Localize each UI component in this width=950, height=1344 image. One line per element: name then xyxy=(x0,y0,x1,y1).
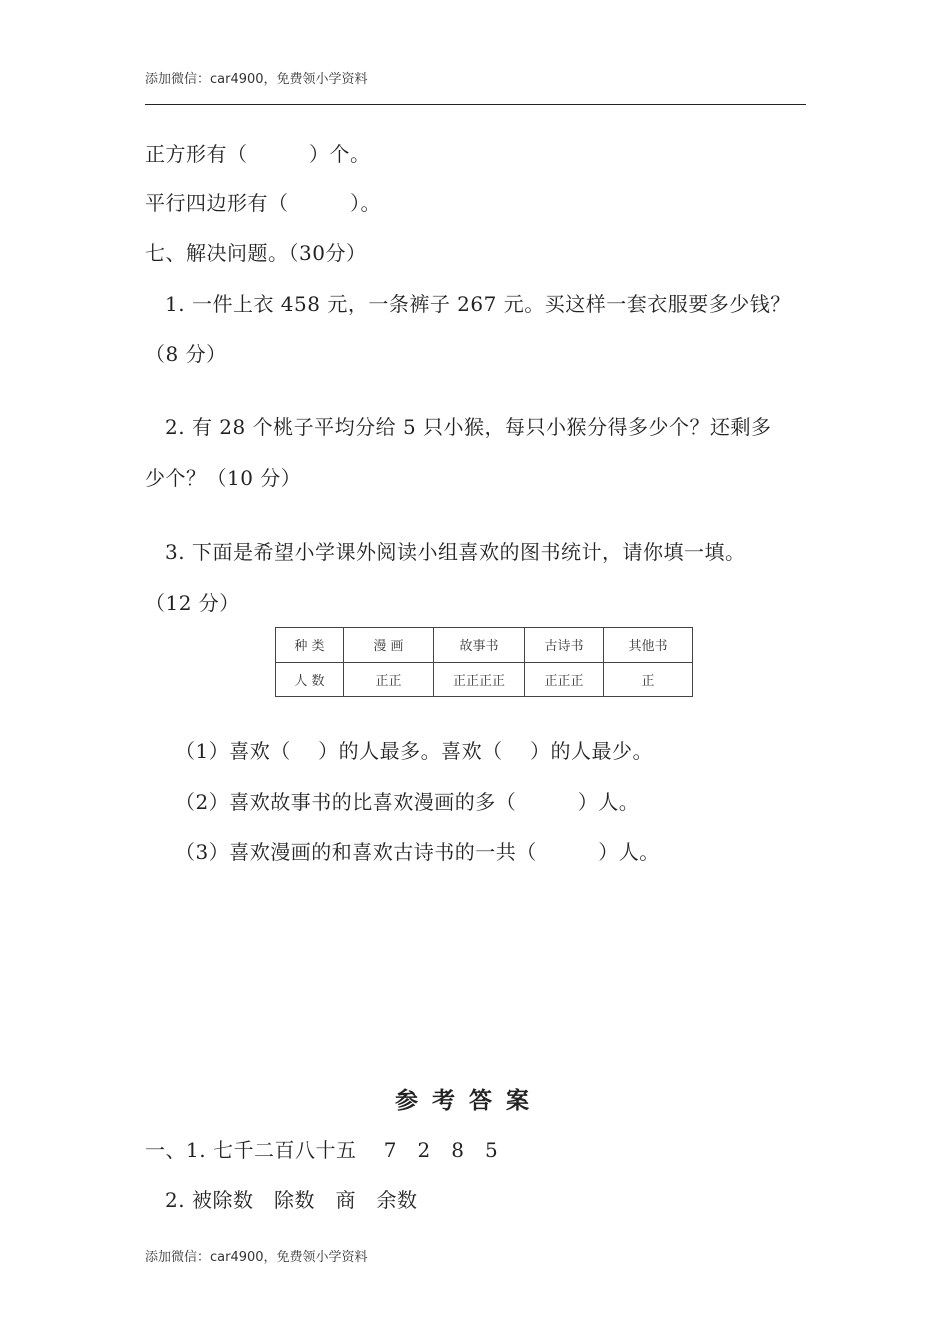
table-cell: 人 数 xyxy=(276,662,344,697)
question-3-text: 3. 下面是希望小学课外阅读小组喜欢的图书统计，请你填一填。 xyxy=(165,540,746,564)
table-header-cell: 种 类 xyxy=(276,628,344,663)
page-footer: 添加微信：car4900，免费领小学资料 xyxy=(145,1250,368,1265)
answer-1: 一、1. 七千二百八十五 7 2 8 5 xyxy=(145,1138,499,1162)
answers-title: 参考答案 xyxy=(395,1088,543,1114)
header-rule xyxy=(145,104,806,105)
table-header-cell: 故事书 xyxy=(434,628,525,663)
table-cell: 正正正 xyxy=(525,662,604,697)
parallelogram-count-line: 平行四边形有（ ）。 xyxy=(145,191,381,215)
question-3-points: （12 分） xyxy=(145,591,240,615)
table-cell: 正 xyxy=(604,662,693,697)
question-1-points: （8 分） xyxy=(145,342,227,366)
table-cell: 正正正正 xyxy=(434,662,525,697)
page-header: 添加微信：car4900，免费领小学资料 xyxy=(145,72,368,87)
sub-question-2: （2）喜欢故事书的比喜欢漫画的多（ ）人。 xyxy=(175,790,640,814)
table-row xyxy=(276,662,693,697)
sub-question-3: （3）喜欢漫画的和喜欢古诗书的一共（ ）人。 xyxy=(175,840,660,864)
table-cell: 正正 xyxy=(344,662,434,697)
square-count-line: 正方形有（ ）个。 xyxy=(145,142,371,166)
question-2-text: 2. 有 28 个桃子平均分给 5 只小猴，每只小猴分得多少个？还剩多 xyxy=(165,415,772,439)
section-7-heading: 七、解决问题。（30分） xyxy=(145,241,367,265)
table-header-cell: 其他书 xyxy=(604,628,693,663)
question-2-text-cont: 少个？（10 分） xyxy=(145,466,302,490)
book-statistics-table xyxy=(275,627,693,697)
table-row xyxy=(276,628,693,663)
answer-2: 2. 被除数 除数 商 余数 xyxy=(165,1188,418,1212)
table-header-cell: 漫 画 xyxy=(344,628,434,663)
sub-question-1: （1）喜欢（ ）的人最多。喜欢（ ）的人最少。 xyxy=(175,739,653,763)
table-header-cell: 古诗书 xyxy=(525,628,604,663)
question-1-text: 1. 一件上衣 458 元，一条裤子 267 元。买这样一套衣服要多少钱？ xyxy=(165,292,791,316)
